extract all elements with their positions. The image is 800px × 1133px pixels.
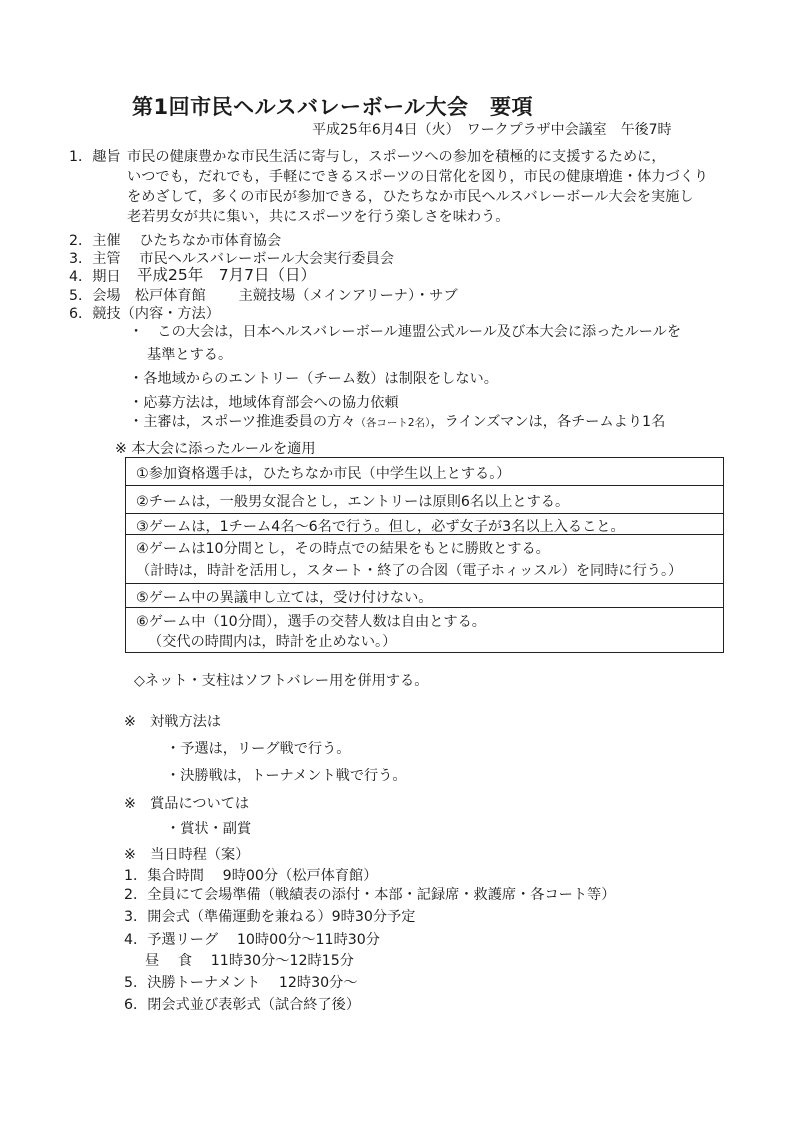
schedule-item-6: 6．閉会式並び表彰式（試合終了後） bbox=[124, 997, 361, 1013]
organizer-line: 2．主催 ひたちなか市体育協会 bbox=[69, 233, 282, 249]
schedule-item-5: 5．決勝トーナメント 12時30分～ bbox=[124, 975, 358, 991]
competition-bullet-1: ・ この大会は，日本ヘルスバレーボール連盟公式ルール及び本大会に添ったルールを bbox=[129, 324, 682, 340]
match-line-1: ・予選は，リーグ戦で行う。 bbox=[166, 741, 351, 757]
period-label: 4．期日 bbox=[69, 269, 121, 285]
schedule-heading: ※ 当日時程（案） bbox=[124, 847, 250, 863]
rule-row-1 bbox=[125, 457, 724, 486]
prize-line-1: ・賞状・副賞 bbox=[166, 821, 252, 837]
rule-5-text: ⑤ゲーム中の異議申し立ては，受け付けない。 bbox=[136, 590, 433, 606]
venue-line: 5．会場 松戸体育館 主競技場（メインアリーナ）・サブ bbox=[69, 288, 458, 304]
competition-heading: 6．競技（内容・方法） bbox=[69, 306, 220, 322]
manager-line: 3．主管 市民ヘルスバレーボール大会実行委員会 bbox=[69, 251, 394, 267]
purpose-label: 1．趣旨 bbox=[69, 149, 121, 165]
rule-1-text: ①参加資格選手は，ひたちなか市民（中学生以上とする。） bbox=[136, 466, 511, 482]
rule-row-6 bbox=[125, 607, 724, 653]
schedule-item-4: 4．予選リーグ 10時00分～11時30分 bbox=[124, 932, 380, 948]
competition-bullet-4 bbox=[129, 411, 665, 431]
rule-6-note: （交代の時間内は，時計を止めない。） bbox=[148, 634, 397, 650]
rule-6-text: ⑥ゲーム中（10分間），選手の交替人数は自由とする。 bbox=[136, 614, 486, 630]
purpose-line-1: 市民の健康豊かな市民生活に寄与し，スポーツへの参加を積極的に支援するために， bbox=[127, 149, 666, 165]
page-title: 第1回市民ヘルスバレーボール大会 要項 bbox=[132, 95, 534, 119]
meeting-date-line: 平成25年6月4日（火） ワークプラザ中会議室 午後7時 bbox=[312, 122, 672, 138]
schedule-item-lunch: 昼 食 11時30分～12時15分 bbox=[145, 953, 354, 969]
purpose-line-3: をめざして，多くの市民が参加できる，ひたちなか市民ヘルスバレーボール大会を実施し bbox=[127, 189, 694, 205]
bullet-4-text-b: ，ラインズマンは，各チームより1名 bbox=[430, 414, 666, 430]
rule-4-text: ④ゲームは10分間とし，その時点での結果をもとに勝敗とする。 bbox=[136, 541, 550, 557]
rule-2-text: ②チームは，一般男女混合とし，エントリーは原則6名以上とする。 bbox=[136, 494, 570, 510]
bullet-4-text-a: ・主審は，スポーツ推進委員の方々 bbox=[129, 414, 356, 430]
competition-bullet-3: ・応募方法は，地域体育部会への協力依頼 bbox=[129, 395, 399, 411]
rule-row-2 bbox=[125, 485, 724, 514]
rule-4-note: （計時は，時計を活用し，スタート・終了の合図（電子ホィッスル）を同時に行う。） bbox=[136, 563, 683, 579]
match-line-2: ・決勝戦は，トーナメント戦で行う。 bbox=[166, 768, 407, 784]
purpose-line-2: いつでも，だれでも，手軽にできるスポーツの日常化を図り，市民の健康増進・体力づくり bbox=[127, 169, 709, 185]
schedule-item-2: 2．全員にて会場準備（戦績表の添付・本部・記録席・救護席・各コート等） bbox=[124, 887, 616, 903]
schedule-item-3: 3．開会式（準備運動を兼ねる）9時30分予定 bbox=[124, 909, 416, 925]
net-note: ◇ネット・支柱はソフトバレー用を併用する。 bbox=[134, 673, 429, 689]
rule-row-3 bbox=[125, 513, 724, 535]
bullet-4-note: （各コート2名） bbox=[355, 417, 431, 429]
competition-bullet-2: ・各地域からのエントリー（チーム数）は制限をしない。 bbox=[129, 371, 498, 387]
period-value: 平成25年 7月7日（日） bbox=[137, 266, 316, 284]
competition-bullet-1-cont: 基準とする。 bbox=[147, 347, 233, 363]
rule-row-4 bbox=[125, 534, 724, 584]
purpose-line-4: 老若男女が共に集い，共にスポーツを行う楽しさを味わう。 bbox=[127, 209, 510, 225]
rule-3-text: ③ゲームは，1チーム4名～6名で行う。但し，必ず女子が3名以上入ること。 bbox=[136, 519, 625, 535]
prize-heading: ※ 賞品については bbox=[124, 796, 250, 812]
rule-row-5 bbox=[125, 583, 724, 608]
schedule-item-1: 1．集合時間 9時00分（松戸体育館） bbox=[124, 868, 378, 884]
match-heading: ※ 対戦方法は bbox=[124, 714, 222, 730]
rules-heading: ※ 本大会に添ったルールを適用 bbox=[115, 441, 316, 457]
